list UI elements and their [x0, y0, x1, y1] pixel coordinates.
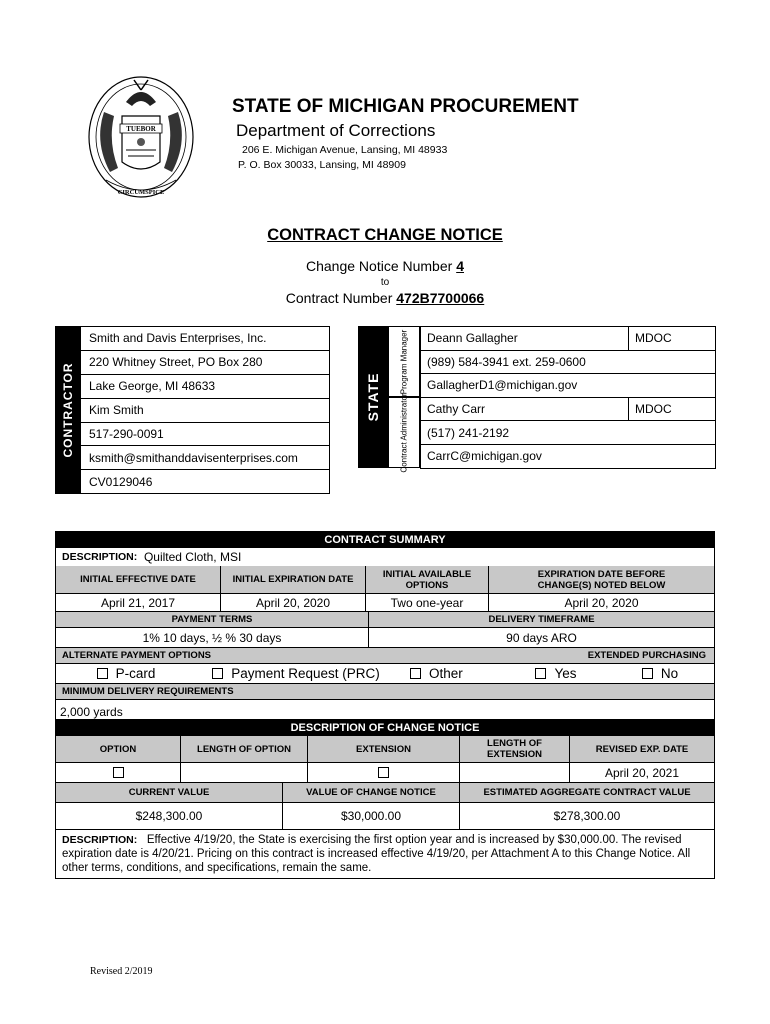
- header-length-extension: LENGTH OF EXTENSION: [460, 736, 570, 762]
- header-payment-terms: PAYMENT TERMS: [56, 612, 369, 627]
- notice-heading: CONTRACT CHANGE NOTICE: [267, 226, 503, 244]
- department-name: Department of Corrections: [236, 121, 436, 140]
- value-change: $30,000.00: [283, 803, 460, 829]
- change-number-value: 4: [456, 258, 464, 274]
- state-label: STATE: [358, 326, 388, 468]
- ca-email: CarrC@michigan.gov: [421, 444, 716, 468]
- contractor-contact: Kim Smith: [81, 398, 330, 422]
- header-extension: EXTENSION: [308, 736, 460, 762]
- initial-effective-date: April 21, 2017: [56, 594, 221, 611]
- header-delivery-timeframe: DELIVERY TIMEFRAME: [369, 612, 714, 627]
- contract-number: Contract Number 472B7700066: [285, 290, 485, 306]
- length-option-value: [181, 763, 308, 782]
- no-option[interactable]: No: [606, 664, 714, 683]
- ca-name: Cathy Carr: [421, 397, 629, 421]
- contractor-city: Lake George, MI 48633: [81, 374, 330, 398]
- header-min-delivery: MINIMUM DELIVERY REQUIREMENTS: [56, 684, 714, 699]
- contractor-table: [80, 326, 330, 494]
- contract-summary-table: [55, 531, 715, 879]
- state-seal-logo: [86, 72, 196, 202]
- pcard-checkbox[interactable]: [97, 668, 108, 679]
- prc-option[interactable]: Payment Request (PRC): [196, 664, 396, 683]
- extension-checkbox[interactable]: [378, 767, 389, 778]
- delivery-timeframe: 90 days ARO: [506, 630, 577, 645]
- header-length-option: LENGTH OF OPTION: [181, 736, 308, 762]
- contractor-name: Smith and Davis Enterprises, Inc.: [81, 327, 330, 351]
- prc-checkbox[interactable]: [212, 668, 223, 679]
- change-description: DESCRIPTION: Effective 4/19/20, the State is exercising the first option year and is increased by $30,000.00. The revised expiration date is 4/20/21. Pricing on this contract is increased effective 4/19/20, per Attachment A to this Change Notice. All other terms, conditions, and specifications, remain the same.: [62, 834, 691, 874]
- pm-phone: (989) 584-3941 ext. 259-0600: [421, 350, 716, 374]
- seal-banner-text: TUEBOR: [126, 125, 156, 133]
- pm-email: GallagherD1@michigan.gov: [421, 374, 716, 398]
- contract-admin-label: Contract Administrator: [388, 397, 420, 468]
- pm-agency: MDOC: [629, 327, 716, 351]
- ca-phone: (517) 241-2192: [421, 421, 716, 445]
- extension-checkbox-cell[interactable]: [308, 763, 460, 782]
- contractor-email: ksmith@smithanddavisenterprises.com: [81, 446, 330, 470]
- header-extended-purchasing: EXTENDED PURCHASING: [466, 648, 714, 663]
- contractor-label: CONTRACTOR: [55, 326, 80, 494]
- header-current-value: CURRENT VALUE: [56, 783, 283, 802]
- length-extension-value: [460, 763, 570, 782]
- header-revised-exp: REVISED EXP. DATE: [570, 736, 714, 762]
- program-manager-label: Program Manager: [388, 326, 420, 397]
- pm-name: Deann Gallagher: [421, 327, 629, 351]
- contract-number-value: 472B7700066: [396, 290, 485, 306]
- header-value-change: VALUE OF CHANGE NOTICE: [283, 783, 460, 802]
- header-initial-effective: INITIAL EFFECTIVE DATE: [56, 566, 221, 593]
- initial-expiration-date: April 20, 2020: [221, 594, 366, 611]
- current-value: $248,300.00: [56, 803, 283, 829]
- header-initial-options: INITIAL AVAILABLE OPTIONS: [366, 566, 489, 593]
- other-checkbox[interactable]: [410, 668, 421, 679]
- seal-motto-text: CIRCUMSPICE: [117, 189, 165, 196]
- revised-exp-date: April 20, 2021: [604, 765, 680, 780]
- header-option: OPTION: [56, 736, 181, 762]
- revision-footer: Revised 2/2019: [90, 966, 153, 977]
- page-title: STATE OF MICHIGAN PROCUREMENT: [232, 96, 579, 117]
- contractor-vendor-id: CV0129046: [81, 470, 330, 494]
- yes-checkbox[interactable]: [535, 668, 546, 679]
- change-title: DESCRIPTION OF CHANGE NOTICE: [56, 720, 714, 735]
- to-label: to: [380, 277, 390, 288]
- change-notice-number: Change Notice Number 4: [306, 258, 464, 274]
- initial-options: Two one-year: [366, 594, 489, 611]
- summary-title: CONTRACT SUMMARY: [56, 532, 714, 547]
- ca-agency: MDOC: [629, 397, 716, 421]
- header-estimated-value: ESTIMATED AGGREGATE CONTRACT VALUE: [460, 783, 714, 802]
- header-alt-payment: ALTERNATE PAYMENT OPTIONS: [56, 648, 466, 663]
- pcard-option[interactable]: P-card: [56, 664, 196, 683]
- option-checkbox-cell[interactable]: [56, 763, 181, 782]
- payment-terms: 1% 10 days, ½ % 30 days: [56, 628, 369, 647]
- state-contacts-table: [420, 326, 716, 469]
- min-delivery: 2,000 yards: [60, 705, 123, 719]
- yes-option[interactable]: Yes: [506, 664, 606, 683]
- address-line-1: 206 E. Michigan Avenue, Lansing, MI 48933: [242, 144, 448, 156]
- contractor-street: 220 Whitney Street, PO Box 280: [81, 350, 330, 374]
- other-option[interactable]: Other: [396, 664, 506, 683]
- address-line-2: P. O. Box 30033, Lansing, MI 48909: [238, 159, 406, 171]
- contractor-phone: 517-290-0091: [81, 422, 330, 446]
- expiration-before: April 20, 2020: [564, 595, 639, 610]
- estimated-value: $278,300.00: [553, 809, 621, 823]
- option-checkbox[interactable]: [113, 767, 124, 778]
- header-initial-expiration: INITIAL EXPIRATION DATE: [221, 566, 366, 593]
- no-checkbox[interactable]: [642, 668, 653, 679]
- header-expiration-before: EXPIRATION DATE BEFORE CHANGE(S) NOTED BELOW: [489, 566, 714, 593]
- summary-description: DESCRIPTION: Quilted Cloth, MSI: [62, 550, 242, 564]
